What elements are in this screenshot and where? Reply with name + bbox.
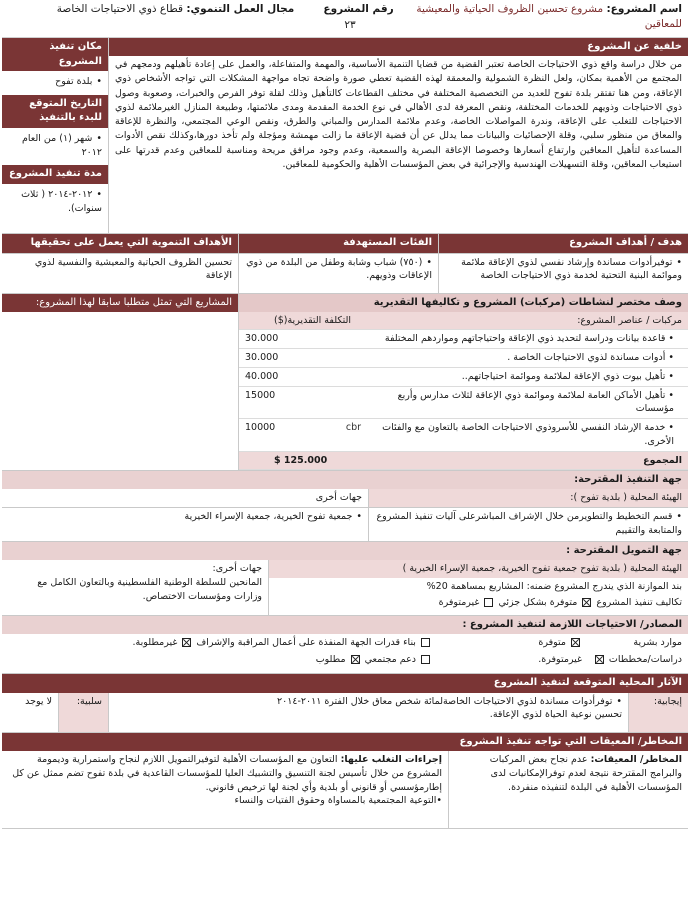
cost-item-extra (339, 387, 368, 419)
goals-v2-cell (238, 254, 438, 293)
cost-item-extra (339, 349, 368, 367)
activities-block (238, 294, 688, 471)
res-available-checkbox[interactable] (571, 638, 580, 647)
res-human: موارد بشرية (633, 637, 682, 649)
negative-value: لا يوجد (25, 695, 52, 707)
impacts-title: الآثار المحلية المتوقعة لتنفيذ المشروع (2, 674, 688, 693)
location-list (2, 71, 108, 95)
goals-v3-cell (2, 254, 238, 293)
start-title: التاريخ المتوقع للبدء بالتنفيذ (2, 95, 108, 128)
total-value: 125.000 $ (274, 454, 328, 466)
overcome-cell (2, 751, 448, 828)
res-required-checkbox[interactable] (351, 655, 360, 664)
cost-item-extra (339, 368, 368, 386)
background-block (108, 38, 688, 233)
cost-item-extra: cbr (345, 422, 362, 434)
background-text: من خلال دراسة واقع ذوي الاحتياجات الخاصة تعتبر القضية من قضايا التنمية الأساسية، والمهمة والمتفاعلة، والعمل على إعادة تأهيلهم ودمجهم في المجتمع من الأهمية بمكان، ولعل النظرة الشمولية والمعمقة لهذه القضية تعطي صورة واضحة تجاه مواجهة المشكلات التي تواجه الأشخاص ذوي الإعاقة، ومن هنا تفتقر بلدة تفوح للعديد من التخصصية المختلفة في مختلف القطاعات كالتأهيل وذلك لقلة توفر الفرص والخبرات، وصعوبة وصول ذوي الاحتياجات وذويهم للخدمات المختلفة، ونقص المعرفة لدى الأهالي في نوع الخدمة المقدمة ومدى ملائمتها، وطبيعة المنازل الغيرملائمة لذوي الاحتياجات للتغلب على الإعاقة، وندرة المواصلات الخاصة، وعدم ملائمة المدارس والمباني والطرق، ونقص الوعي المجتمعي، والنظرة للإعاقة والمعاق من منظور سلبي، وقلة الإحصائيات والبيانات مما يدلل عن أن قضية الإعاقة ما زالت مهمشة ومؤجلة ولم تأخذ دورها،وكذلك نقص الأدوات المساعدة لتأهيل المعاقين وارتفاع أسعارها وخصوصا الإعاقة البصرية والسمعية، وعدم وجود مرافق مريحة ومناسبة للمعاقين وعدم قدرتها على استيعاب المعاقين، وقلة التسهيلات الهندسية والإجرائية في بعض المؤسسات الأهلية والحكومية للمعاقين. (115, 59, 682, 171)
cost-item-name: • قاعدة بيانات ودراسة لتحديد ذوي الإعاقة واحتياجاتهم ومواردهم المختلفة (384, 333, 674, 345)
funding-opt1: متوفرة بشكل جزئي (498, 596, 578, 608)
cost-row (239, 349, 688, 368)
negative-label: سلبية: (58, 693, 108, 732)
implementing-title: جهة التنفيذ المقترحة: (2, 471, 688, 489)
location-value: • بلدة تفوح (8, 75, 102, 89)
cost-table (239, 312, 688, 471)
start-list (2, 128, 108, 166)
positive-label: إيجابية: (628, 693, 688, 732)
overcome-text-2-wrap: •التوعية المجتمعية بالمساواة وحقوق الفتيات والنساء (234, 795, 442, 807)
res-studies-wrap (582, 653, 682, 667)
res-community: دعم مجتمعي (364, 653, 416, 665)
implementing-local-text: • قسم التخطيط والتطويرمن خلال الإشراف المباشرعلى آليات تنفيذ المشروع والمتابعة والتقييم (375, 510, 682, 538)
cost-rows (239, 330, 688, 451)
res-capacity-wrap (8, 636, 432, 650)
sheet-header (2, 0, 688, 38)
activities-title: وصف مختصر لنشاطات (مركبات) المشروع و تكاليفها التقديرية (239, 294, 688, 312)
cost-item-name: • تأهيل الأماكن العامة لملائمة وموائمة ذوي الإعاقة لثلاث مدارس وأربع مؤسسات (397, 389, 674, 415)
funding-local-line: بند الموازنة الذي يندرج المشروع ضمنه: المشاريع بمساهمة 20% (426, 580, 682, 592)
resources-title: المصادر/ الاحتياجات اللازمة لتنفيذ المشروع : (2, 616, 688, 634)
overcome-text: التعاون مع المؤسسات الأهلية لتوفيرالتمويل اللازم لنجاح واستمرارية وديمومة المشروع من خلال تأسيس لجنة التنسيق والتشبيك العليا للمؤسسات القاعدية في بلدة تفوح تضم ممثل عن كل إطارمؤسسي أو قانوني أو بلدية وأي لجنة لها ترخيص قانوني. (12, 754, 442, 793)
goals-header (2, 234, 688, 254)
cost-item-value: 40.000 (245, 370, 279, 382)
implementing-local-cell (368, 508, 688, 541)
goals-v1: • توفيرأدوات مساندة وإرشاد نفسي لذوي الإعاقة ملائمة وموائمة البنية التحتية لخدمة ذوي الاحتياجات الخاصة (445, 256, 682, 284)
background-section (2, 38, 688, 234)
goals-h2: الفئات المستهدفة (238, 234, 438, 253)
location-title: مكان تنفيذ المشروع (2, 38, 108, 71)
implementing-local-title: الهيئة المحلية ( بلدية تفوح ): (368, 489, 688, 507)
work-field (2, 2, 300, 37)
implementing-other-title: جهات أخرى (315, 492, 362, 504)
res-studies: دراسات/مخططات (608, 653, 682, 665)
risks-title: المخاطر/ المعيقات التي تواجه تنفيذ المشروع (2, 733, 688, 752)
overcome-text-2: التوعية المجتمعية بالمساواة وحقوق الفتيات والنساء (234, 795, 437, 807)
partial-checkbox[interactable] (582, 598, 591, 607)
positive-1: • توفرأدوات مساندة لذوي الاحتياجات الخاصةلمائة شخص معاق خلال الفترة ٢٠١١-٢٠١٤ (115, 695, 622, 709)
res-capacity: بناء قدرات الجهة المنفذة على أعمال المراقبة والإشراف (196, 637, 416, 649)
project-name (400, 2, 688, 37)
background-title: خلفية عن المشروع (109, 38, 688, 56)
goals-v3: تحسين الظروف الحياتية والمعيشية والنفسية لذوي الإعاقة (34, 256, 232, 282)
cost-item-value: 30.000 (245, 333, 279, 345)
duration-list (2, 184, 108, 220)
total-label: المجموع (643, 454, 682, 466)
funding-other-text: المانحين للسلطة الوطنية الفلسطينية وبالتعاون الكامل مع وزارات ومؤسسات الاختصاص. (37, 576, 262, 602)
overcome-label: إجراءات التغلب عليها: (340, 754, 442, 766)
implementing-other-cell (2, 508, 368, 541)
project-number-label: رقم المشروع (323, 3, 394, 15)
funding-costs (269, 596, 688, 610)
res-available: متوفرة (538, 637, 566, 649)
impacts-body (2, 693, 688, 733)
funding-local-cell (268, 560, 688, 615)
funding-local-title: الهيئة المحلية ( بلدية تفوح جمعية تفوح الخيرية، جمعية الإسراء الخيرية ) (269, 560, 688, 578)
col-cost: التكلفة التقديرية($) (274, 314, 351, 326)
res-capacity-checkbox[interactable] (421, 638, 430, 647)
goals-v2: • (٧٥٠) شباب وشابة وطفل من البلدة من ذوي الإعاقات وذويهم. (245, 256, 432, 284)
duration-title: مدة تنفيذ المشروع (2, 165, 108, 184)
work-field-label: مجال العمل التنموي: (186, 3, 295, 15)
res-needed-checkbox[interactable] (182, 638, 191, 647)
project-number (300, 2, 399, 37)
res-community-wrap (8, 653, 432, 667)
resources-line-1 (8, 636, 682, 650)
cost-item-name: • تأهيل بيوت ذوي الإعاقة لملائمة وموائمة احتياجاتهم.. (461, 370, 674, 382)
goals-body (2, 254, 688, 294)
project-name-value: مشروع تحسين الظروف الحياتية والمعيشية للمعاقين (416, 3, 682, 31)
funding-other-cell (2, 560, 268, 615)
prior-block (2, 294, 238, 471)
positive-2: تحسين نوعية الحياة لذوي الإعاقة. (489, 709, 622, 721)
risk-cell (448, 751, 688, 828)
res-unavailable-wrap (432, 653, 582, 667)
implementing-body (2, 508, 688, 542)
side-column (2, 38, 108, 233)
implementing-other-text: • جمعية تفوح الخيرية، جمعية الإسراء الخيرية (8, 510, 362, 524)
res-needed: غيرمطلوبة. (132, 637, 178, 649)
goals-h3: الأهداف التنموية التي يعمل على تحقيقها (30, 237, 232, 248)
risk-text: عدم نجاح بعض المركبات والبرامج المقترحة نتيجة لعدم توفرالإمكانيات لدى المؤسسات الأهلية في البلدة لتنفيذه منفردة. (489, 754, 682, 793)
resources-body (2, 634, 688, 674)
implementing-head (2, 489, 688, 508)
cost-item-value: 15000 (245, 389, 276, 401)
res-studies-checkbox[interactable] (595, 655, 604, 664)
cost-total-row (239, 452, 688, 471)
res-community-checkbox[interactable] (421, 655, 430, 664)
funding-costs-label: تكاليف تنفيذ المشروع (596, 596, 682, 608)
cost-item-value: 10000 (245, 422, 276, 434)
risks-body (2, 751, 688, 829)
funding-opt2: غيرمتوفرة (438, 596, 480, 608)
activities-section (2, 294, 688, 472)
cost-row (239, 330, 688, 349)
res-unavailable: غيرمتوفرة. (538, 653, 582, 665)
goals-h1: هدف / أهداف المشروع (438, 234, 688, 253)
cost-item-name: • أدوات مساندة لذوي الاحتياجات الخاصة . (507, 352, 674, 364)
cost-item-name: • خدمة الإرشاد النفسي للأسروذوي الاحتياجات الخاصة بالتعاون مع والفئات الأخرى. (382, 422, 674, 447)
prior-title: المشاريع التي تمثل متطلبا سابقا لهذا المشروع: (2, 294, 238, 313)
project-number-value: ٢٣ (344, 19, 356, 32)
res-required: مطلوب (315, 653, 346, 665)
cost-table-head (239, 312, 688, 331)
positive-cell (108, 693, 628, 732)
duration-value: • ٢٠١٢-٢٠١٤ ( ثلاث سنوات). (8, 188, 102, 216)
risk-label: المخاطر/ المعيقات: (590, 754, 682, 766)
cost-item-value: 30.000 (245, 352, 279, 364)
cost-row (239, 387, 688, 420)
project-name-label: اسم المشروع: (606, 3, 682, 15)
funding-body (2, 560, 688, 616)
funding-other-title: جهات أخرى: (212, 563, 262, 575)
unavailable-checkbox[interactable] (484, 598, 493, 607)
start-value: • شهر (١) من العام ٢٠١٢ (8, 132, 102, 160)
resources-line-2 (8, 653, 682, 667)
funding-title: جهة التمويل المقترحة : (2, 542, 688, 560)
cost-row (239, 368, 688, 387)
cost-row (239, 419, 688, 452)
res-available-wrap (432, 636, 582, 650)
col-items: مركبات / عناصر المشروع: (577, 314, 682, 326)
work-field-value: قطاع ذوي الاحتياجات الخاصة (56, 3, 184, 15)
goals-v1-cell (438, 254, 688, 293)
cost-item-extra (339, 330, 368, 348)
